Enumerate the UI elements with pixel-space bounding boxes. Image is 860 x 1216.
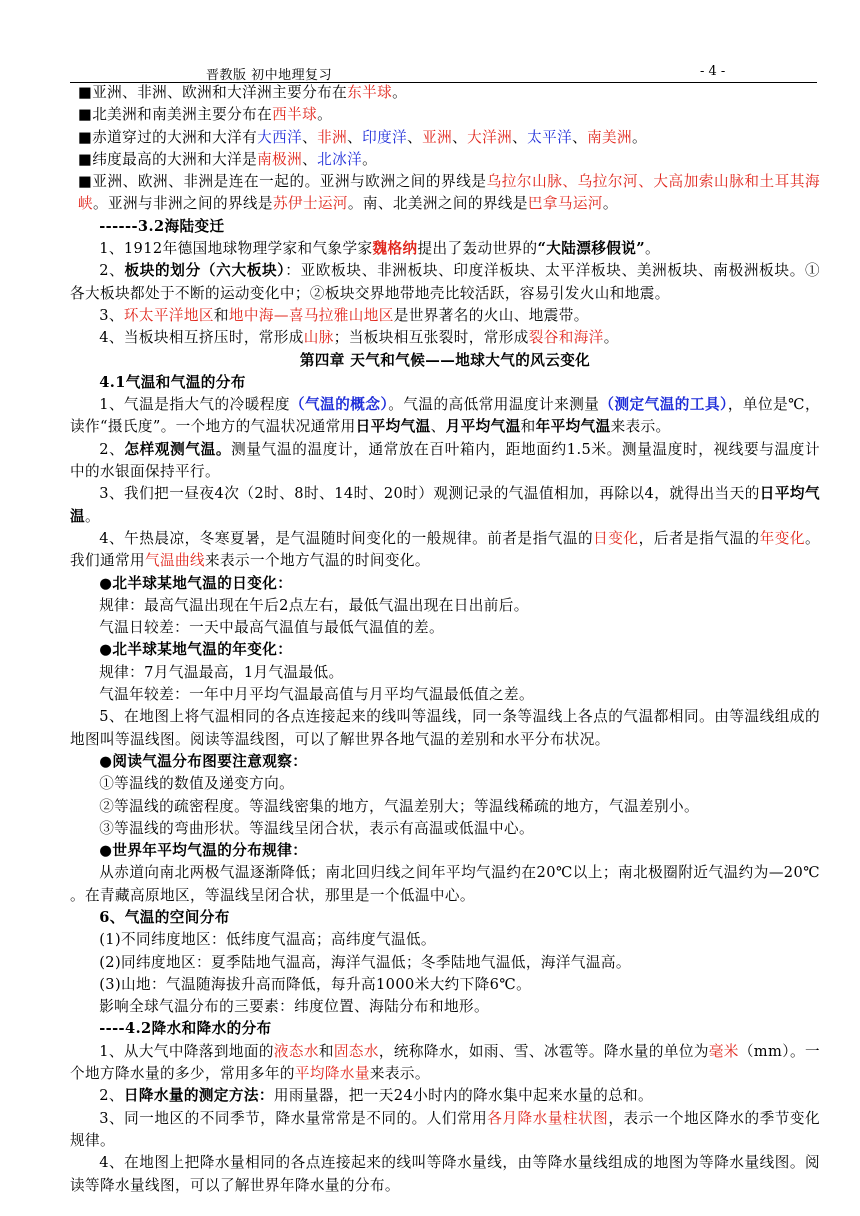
daily-range: 气温日较差：一天中最高气温值与最低气温值的差。 xyxy=(99,619,445,637)
section-4-1-heading: 4.1气温和气温的分布 xyxy=(99,373,246,391)
page-number: - 4 - xyxy=(700,64,726,79)
fact-boundaries: ■亚洲、欧洲、非洲是连在一起的。亚洲与欧洲之间的界线是乌拉尔山脉、乌拉尔河、大高加索山脉和土耳其海峡。亚洲与非洲之间的界线是苏伊士运河。南、北美洲之间的界线是巴拿马运河。 xyxy=(78,173,820,213)
page-header xyxy=(70,62,817,83)
daily-change-rule: 规律：最高气温出现在午后2点左右，最低气温出现在日出前后。 xyxy=(99,596,529,614)
para-wegener: 1、1912年德国地球物理学家和气象学家魏格纳提出了轰动世界的“大陆漂移假说”。 xyxy=(99,240,661,258)
para-temperature-change: 4、午热晨凉，冬寒夏暑，是气温随时间变化的一般规律。前者是指气温的日变化，后者是指气温的年变化。我们通常用气温曲线来表示一个地方气温的时间变化。 xyxy=(70,529,820,570)
fact-highest-latitude: ■纬度最高的大洲和大洋是南极洲、北冰洋。 xyxy=(78,150,378,168)
spatial-point-3: (3)山地：气温随海拔升高而降低，每升高1000米大约下降6℃。 xyxy=(99,975,532,993)
para-daily-precipitation: 2、日降水量的测定方法：用雨量器，把一天24小时内的降水集中起来水量的总和。 xyxy=(99,1087,654,1105)
para-seasonal-precipitation: 3、同一地区的不同季节，降水量常常是不同的。人们常用各月降水量柱状图，表示一个地区降水的季节变化规律。 xyxy=(70,1109,820,1149)
para-isohyet: 4、在地图上把降水量相同的各点连接起来的线叫等降水量线，由等降水量线组成的地图为等降水量线图。阅读等降水量线图，可以了解世界年降水量的分布。 xyxy=(70,1154,820,1194)
spatial-distribution-heading: 6、气温的空间分布 xyxy=(99,908,230,926)
fact-eastern-hemisphere: ■亚洲、非洲、欧洲和大洋洲主要分布在东半球。 xyxy=(78,84,408,101)
fact-equator: ■赤道穿过的大洲和大洋有大西洋、非洲、印度洋、亚洲、大洋洲、太平洋、南美洲。 xyxy=(78,128,648,146)
para-daily-average: 3、我们把一昼夜4次（2时、8时、14时、20时）观测记录的气温值相加，再除以4，就得出当天的日平均气温。 xyxy=(70,485,820,525)
para-isotherm: 5、在地图上将气温相同的各点连接起来的线叫等温线，同一条等温线上各点的气温都相同。由等温线组成的地图叫等温线图。阅读等温线图，可以了解世界各地气温的差别和水平分布状况。 xyxy=(70,708,820,748)
para-precipitation-definition: 1、从大气中降落到地面的液态水和固态水，统称降水，如雨、雪、冰雹等。降水量的单位为毫米（mm）。一个地方降水量的多少，常用多年的平均降水量来表示。 xyxy=(70,1042,820,1083)
world-distribution-text: 从赤道向南北两极气温逐渐降低；南北回归线之间年平均气温约在20℃以上；南北极圈附近气温约为—20℃ 。在青藏高原地区，等温线呈闭合状，那里是一个低温中心。 xyxy=(70,864,820,904)
reading-point-3: ③等温线的弯曲形状。等温线呈闭合状，表示有高温或低温中心。 xyxy=(99,819,535,837)
para-plates: 2、板块的划分（六大板块）：亚欧板块、非洲板块、印度洋板块、太平洋板块、美洲板块、南极洲板块。①各大板块都处于不断的运动变化中；②板块交界地带地壳比较活跃，容易引发火山和地震。 xyxy=(70,262,820,302)
world-distribution-heading: ●世界年平均气温的分布规律： xyxy=(99,842,308,860)
annual-change-heading: ●北半球某地气温的年变化： xyxy=(99,641,293,659)
header-title: 晋教版 初中地理复习 xyxy=(206,68,333,83)
para-temperature-concept: 1、气温是指大气的冷暖程度（气温的概念）。气温的高低常用温度计来测量（测定气温的工具），单位是℃，读作“摄氏度”。一个地方的气温状况通常用日平均气温、月平均气温和年平均气温来表示。 xyxy=(70,396,820,436)
chapter-4-heading: 第四章 天气和气候——地球大气的风云变化 xyxy=(299,351,591,369)
para-plate-motion: 4、当板块相互挤压时，常形成山脉；当板块相互张裂时，常形成裂谷和海洋。 xyxy=(99,329,619,347)
spatial-point-2: (2)同纬度地区：夏季陆地气温高，海洋气温低；冬季陆地气温低，海洋气温高。 xyxy=(99,953,631,971)
section-3-2-heading: ------3.2海陆变迁 xyxy=(99,217,225,235)
reading-point-1: ①等温线的数值及递变方向。 xyxy=(99,775,295,793)
fact-western-hemisphere: ■北美洲和南美洲主要分布在西半球。 xyxy=(78,106,333,124)
reading-point-2: ②等温线的疏密程度。等温线密集的地方，气温差别大；等温线稀疏的地方，气温差别小。 xyxy=(99,797,699,815)
para-volcano-belts: 3、环太平洋地区和地中海—喜马拉雅山地区是世界著名的火山、地震带。 xyxy=(99,306,589,324)
reading-map-heading: ●阅读气温分布图要注意观察： xyxy=(99,752,308,770)
document-body xyxy=(70,82,820,1197)
section-4-2-heading: ----4.2降水和降水的分布 xyxy=(99,1020,272,1038)
daily-change-heading: ●北半球某地气温的日变化： xyxy=(99,574,293,592)
spatial-point-1: (1)不同纬度地区：低纬度气温高；高纬度气温低。 xyxy=(99,931,436,949)
annual-range: 气温年较差：一年中月平均气温最高值与月平均气温最低值之差。 xyxy=(99,686,535,704)
annual-change-rule: 规律：7月气温最高，1月气温最低。 xyxy=(99,663,344,681)
para-observe-temperature: 2、怎样观测气温。测量气温的温度计，通常放在百叶箱内，距地面约1.5米。测量温度时，视线要与温度计中的水银面保持平行。 xyxy=(70,440,820,481)
spatial-factors: 影响全球气温分布的三要素：纬度位置、海陆分布和地形。 xyxy=(99,998,490,1016)
